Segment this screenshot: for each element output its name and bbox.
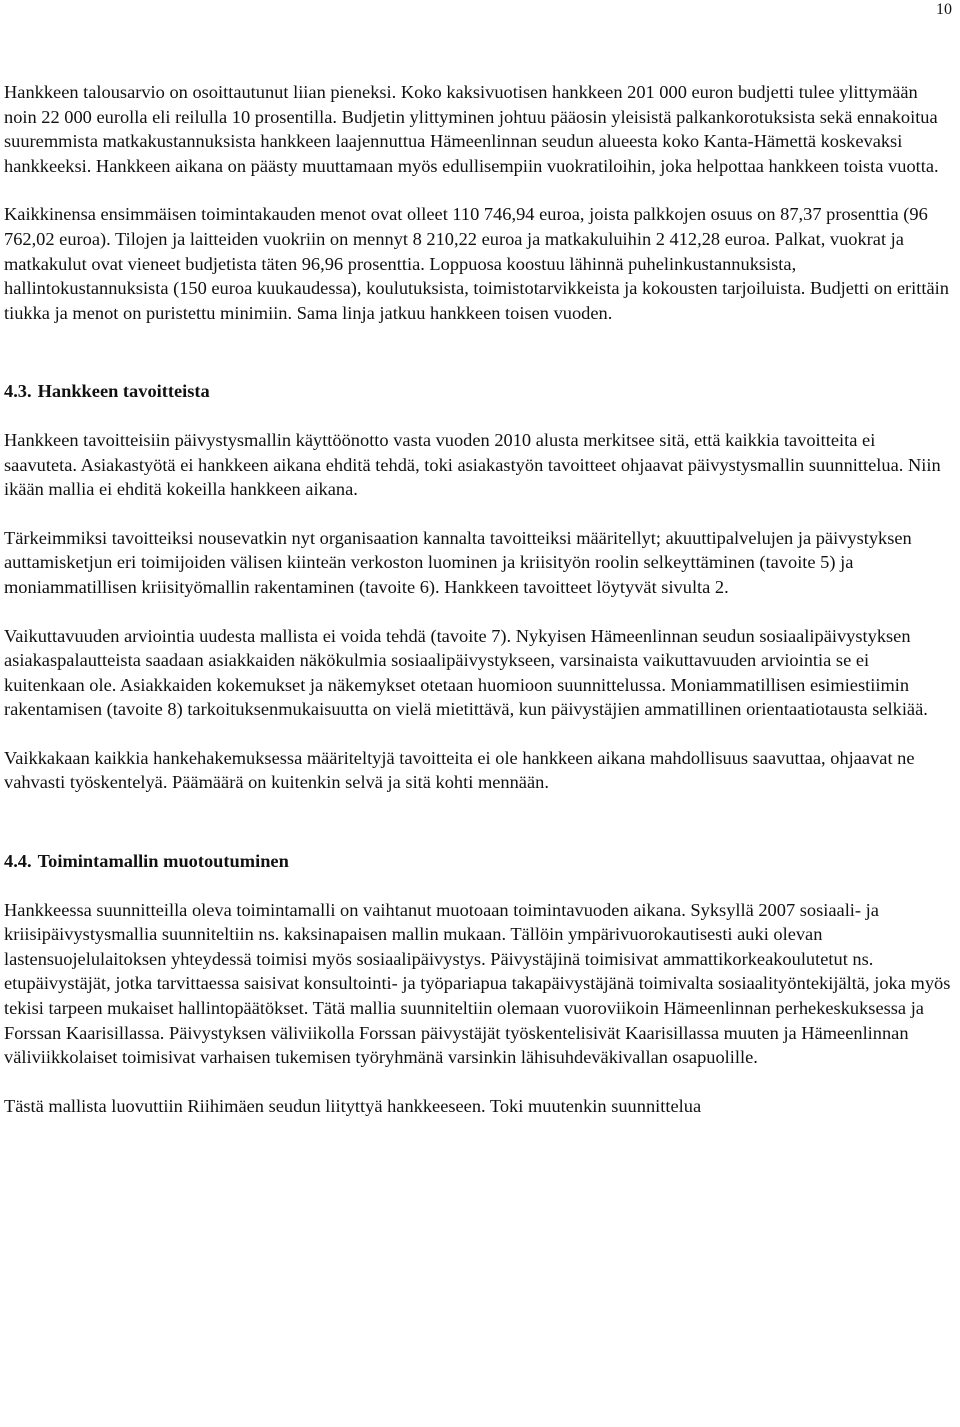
paragraph-model-1: Hankkeessa suunnitteilla oleva toimintamalli on vaihtanut muotoaan toimintavuoden aikana. Syksyllä 2007 sosiaali- ja kriisipäivystysmallia suunniteltiin ns. kaksinapaisen mallin mukaan. Tällöin ympärivuorokautisesti auki olevan lastensuojelulaitoksen yhteydessä toimisi myös sosiaalipäivystys. Päivystäjinä toimisivat ammattikorkeakoulutetut ns. etupäivystäjät, jotka tarvittaessa saisivat konsultointi- ja työpariapua takapäivystäjänä toimivalta sosiaalityöntekijältä, joka myös tekisi tarpeen mukaiset hallintopäätökset. Tätä mallia suunniteltiin olemaan vuoroviikoin Hämeenlinnan perhekeskuksessa ja Forssan Kaarisillassa. Päivystyksen väliviikolla Forssan päivystäjät työskentelisivät Kaarisillassa muuten ja Hämeenlinnan väliviikkolaiset toimisivat varhaisen tukemisen työryhmänä varsinkin lähisuhdeväkivallan osapuolille. bbox=[4, 899, 951, 1068]
section-number: 4.3. bbox=[4, 381, 32, 402]
paragraph-budget: Hankkeen talousarvio on osoittautunut liian pieneksi. Koko kaksivuotisen hankkeen 201 000 euron budjetti tulee ylittymään noin 22 000 eurolla eli reilulla 10 prosentilla. Budjetin ylittyminen johtuu pääosin yleisistä palkankorotuksista sekä ennakoitua suuremmista matkakustannuksista hankkeen laajennuttua Hämeenlinnan seudun alueesta koko Kanta-Hämettä koskevaksi hankkeeksi. Hankkeen aikana on päästy muuttamaan myös edullisempiin vuokratiloihin, joka helpottaa hankkeen toista vuotta. bbox=[4, 82, 939, 176]
section-title: Hankkeen tavoitteista bbox=[37, 381, 210, 402]
page-number: 10 bbox=[936, 1, 952, 18]
section-heading-4-3 bbox=[4, 379, 952, 404]
paragraph-goals-1: Hankkeen tavoitteisiin päivystysmallin käyttöönotto vasta vuoden 2010 alusta merkitsee sitä, että kaikkia tavoitteita ei saavuteta. Asiakastyötä ei hankkeen aikana ehditä tehdä, toki asiakastyön tavoitteet ohjaavat päivystysmallin suunnittelua. Niin ikään mallia ei ehditä kokeilla hankkeen aikana. bbox=[4, 429, 941, 500]
paragraph-goals-2: Tärkeimmiksi tavoitteiksi nousevatkin nyt organisaation kannalta tavoitteiksi määritellyt; akuuttipalvelujen ja päivystyksen auttamisketjun eri toimijoiden välisen kiinteän verkoston luominen ja kriisityön roolin selkeyttäminen (tavoite 5) ja moniammatillisen kriisityömallin rakentaminen (tavoite 6). Hankkeen tavoitteet löytyvät sivulta 2. bbox=[4, 527, 912, 597]
section-heading-4-4 bbox=[4, 849, 952, 874]
paragraph-expenses: Kaikkinensa ensimmäisen toimintakauden menot ovat olleet 110 746,94 euroa, joista palkkojen osuus on 87,37 prosenttia (96 762,02 euroa). Tilojen ja laitteiden vuokriin on mennyt 8 210,22 euroa ja matkakuluihin 2 412,28 euroa. Palkat, vuokrat ja matkakulut ovat vieneet budjetista täten 96,96 prosenttia. Loppuosa koostuu lähinnä puhelinkustannuksista, hallintokustannuksista (150 euroa kuukaudessa), koulutuksista, toimistotarvikkeista ja kokousten tarjoiluista. Budjetti on erittäin tiukka ja menot on puristettu minimiin. Sama linja jatkuu hankkeen toisen vuoden. bbox=[4, 204, 949, 323]
paragraph-model-2: Tästä mallista luovuttiin Riihimäen seudun liityttyä hankkeeseen. Toki muutenkin suunnittelua bbox=[4, 1095, 702, 1116]
paragraph-goals-4: Vaikkakaan kaikkia hankehakemuksessa määriteltyjä tavoitteita ei ole hankkeen aikana mahdollisuus saavuttaa, ohjaavat ne vahvasti työskentelyä. Päämäärä on kuitenkin selvä ja sitä kohti mennään. bbox=[4, 747, 915, 793]
paragraph-goals-3: Vaikuttavuuden arviointia uudesta mallista ei voida tehdä (tavoite 7). Nykyisen Hämeenlinnan seudun sosiaalipäivystyksen asiakaspalautteista saadaan asiakkaiden näkökulmia sosiaalipäivystykseen, varsinaista vaikuttavuuden arviointia se ei kuitenkaan ole. Asiakkaiden kokemukset ja näkemykset otetaan huomioon suunnittelussa. Moniammatillisen esimiestiimin rakentamisen (tavoite 8) tarkoituksenmukaisuutta on vielä mietittävä, kun päivystäjien ammatillinen orientaatiotausta selkiää. bbox=[4, 625, 928, 720]
document-body bbox=[4, 80, 952, 1118]
section-number: 4.4. bbox=[4, 851, 32, 872]
section-title: Toimintamallin muotoutuminen bbox=[37, 851, 289, 872]
